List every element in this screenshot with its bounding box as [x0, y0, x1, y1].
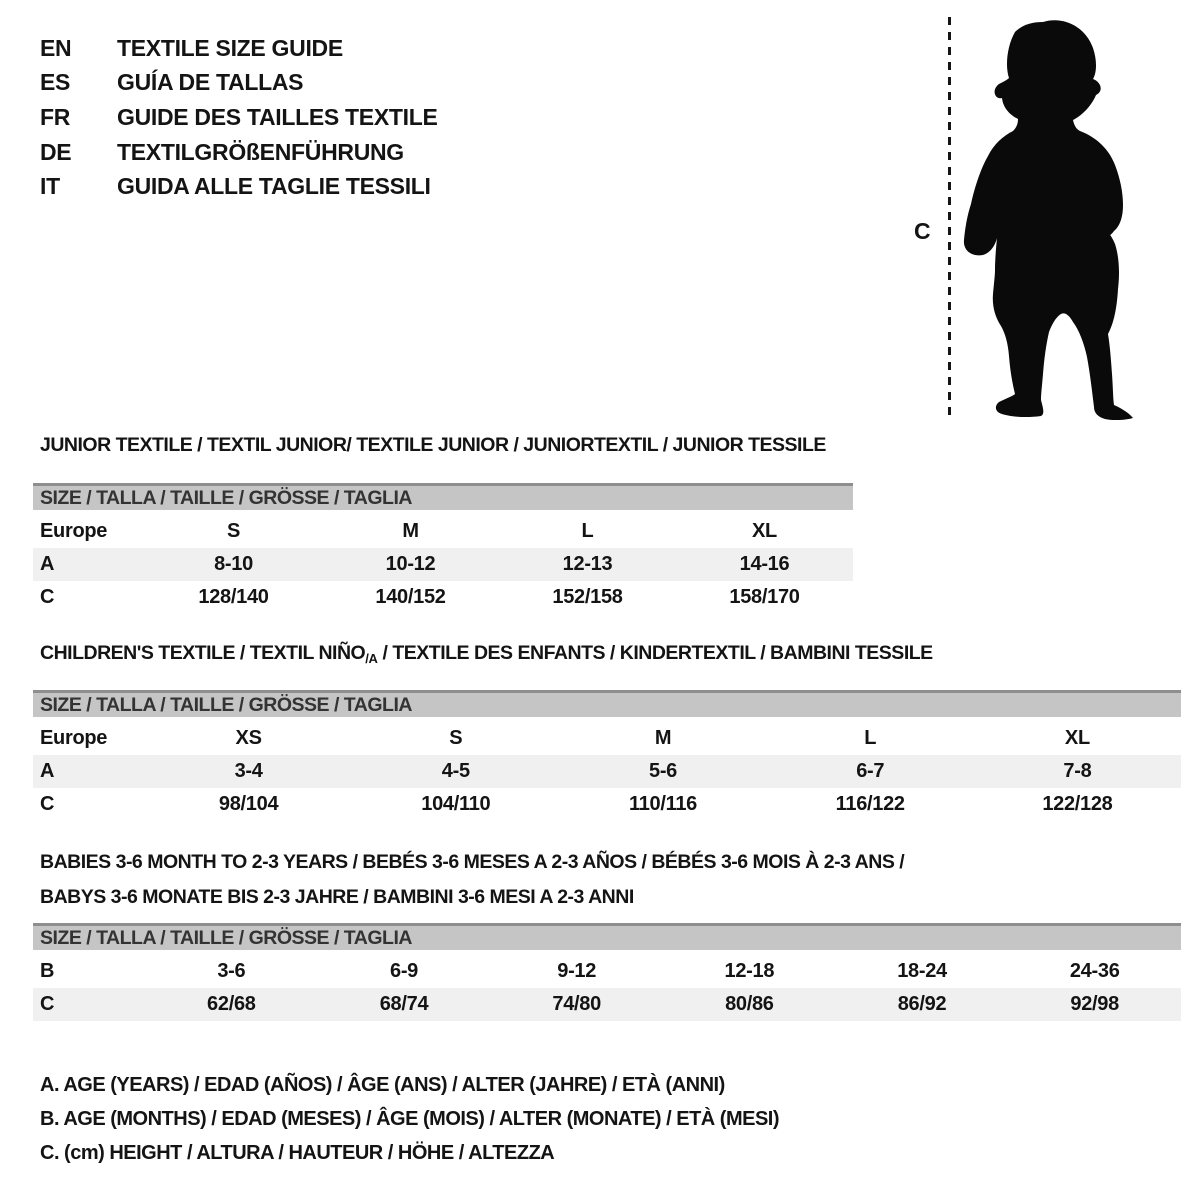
- language-row: [40, 31, 438, 66]
- value-cell: 98/104: [218, 793, 279, 815]
- children-title-post: / TEXTILE DES ENFANTS / KINDERTEXTIL / BAMBINI TESSILE: [377, 642, 933, 664]
- height-measure-label: C: [914, 218, 931, 244]
- junior-size-table: [33, 483, 853, 614]
- value-cell: 86/92: [897, 993, 947, 1015]
- language-code: ES: [40, 69, 71, 96]
- value-cell: 152/158: [552, 586, 623, 608]
- language-title-list: [40, 31, 438, 204]
- babies-size-table: [33, 923, 1181, 1021]
- value-cell: 68/74: [379, 993, 429, 1015]
- children-size-table: [33, 690, 1181, 821]
- children-section-title: [40, 641, 933, 671]
- value-cell: 128/140: [198, 586, 269, 608]
- legend-line-height: C. (cm) HEIGHT / ALTURA / HAUTEUR / HÖHE / ALTEZZA: [40, 1142, 555, 1164]
- language-code: EN: [40, 34, 72, 61]
- value-cell: M: [402, 520, 419, 542]
- value-cell: 7-8: [1063, 760, 1092, 782]
- language-title: TEXTILE SIZE GUIDE: [117, 34, 343, 61]
- table-row: [33, 515, 853, 548]
- table-row: [33, 581, 853, 614]
- value-cell: 18-24: [897, 960, 947, 982]
- value-cell: 14-16: [739, 553, 790, 575]
- language-row: [40, 135, 438, 170]
- value-cell: 110/116: [629, 793, 697, 815]
- toddler-silhouette: [957, 14, 1149, 420]
- language-row: [40, 100, 438, 135]
- table-row: [33, 955, 1181, 988]
- size-table-header: SIZE / TALLA / TAILLE / GRÖSSE / TAGLIA: [33, 690, 1181, 717]
- row-label-cell: B: [40, 960, 55, 982]
- table-row: [33, 548, 853, 581]
- value-cell: XL: [1064, 727, 1090, 749]
- size-table-header: SIZE / TALLA / TAILLE / GRÖSSE / TAGLIA: [33, 483, 853, 510]
- value-cell: 122/128: [1042, 793, 1113, 815]
- value-cell: 3-6: [217, 960, 246, 982]
- toddler-silhouette-path: [964, 20, 1133, 420]
- language-title: TEXTILGRÖßENFÜHRUNG: [117, 138, 404, 165]
- value-cell: 6-9: [390, 960, 419, 982]
- value-cell: 4-5: [441, 760, 470, 782]
- value-cell: S: [226, 520, 241, 542]
- table-row: [33, 755, 1181, 788]
- language-code: IT: [40, 173, 60, 200]
- table-row: [33, 788, 1181, 821]
- babies-section-title: [40, 845, 904, 915]
- value-cell: 12-18: [724, 960, 775, 982]
- children-title-pre: CHILDREN'S TEXTILE / TEXTIL NIÑO: [40, 642, 366, 664]
- value-cell: 74/80: [552, 993, 601, 1015]
- row-label-cell: Europe: [40, 727, 108, 749]
- value-cell: 62/68: [207, 993, 256, 1015]
- value-cell: 104/110: [421, 793, 491, 815]
- language-row: [40, 66, 438, 101]
- value-cell: L: [581, 520, 594, 542]
- children-title-sub: /A: [365, 651, 378, 666]
- language-code: DE: [40, 138, 72, 165]
- row-label-cell: Europe: [40, 520, 108, 542]
- row-label-cell: A: [40, 760, 55, 782]
- value-cell: S: [449, 727, 463, 749]
- size-table-header: SIZE / TALLA / TAILLE / GRÖSSE / TAGLIA: [33, 923, 1181, 950]
- height-measure-dashed-line: [948, 17, 951, 417]
- row-label-cell: C: [40, 793, 55, 815]
- value-cell: 9-12: [557, 960, 597, 982]
- value-cell: 6-7: [856, 760, 885, 782]
- legend-line-age-years: A. AGE (YEARS) / EDAD (AÑOS) / ÂGE (ANS) / ALTER (JAHRE) / ETÀ (ANNI): [40, 1074, 725, 1096]
- language-title: GUIDE DES TAILLES TEXTILE: [117, 103, 438, 130]
- value-cell: 116/122: [835, 793, 905, 815]
- value-cell: 158/170: [729, 586, 800, 608]
- row-label-cell: C: [40, 993, 55, 1015]
- value-cell: L: [864, 727, 877, 749]
- row-label-cell: C: [40, 586, 55, 608]
- value-cell: XL: [752, 520, 777, 542]
- language-row: [40, 169, 438, 204]
- value-cell: XS: [235, 727, 262, 749]
- language-title: GUÍA DE TALLAS: [117, 69, 304, 96]
- value-cell: 24-36: [1069, 960, 1120, 982]
- value-cell: M: [654, 727, 672, 749]
- table-row: [33, 988, 1181, 1021]
- value-cell: 5-6: [649, 760, 678, 782]
- babies-title-line-2: BABYS 3-6 MONATE BIS 2-3 JAHRE / BAMBINI 3-6 MESI A 2-3 ANNI: [40, 886, 634, 908]
- legend-line-age-months: B. AGE (MONTHS) / EDAD (MESES) / ÂGE (MOIS) / ALTER (MONATE) / ETÀ (MESI): [40, 1108, 780, 1130]
- value-cell: 10-12: [385, 553, 436, 575]
- row-label-cell: A: [40, 553, 55, 575]
- table-row: [33, 722, 1181, 755]
- value-cell: 12-13: [562, 553, 613, 575]
- language-title: GUIDA ALLE TAGLIE TESSILI: [117, 173, 431, 200]
- language-code: FR: [40, 103, 71, 130]
- value-cell: 92/98: [1070, 993, 1119, 1015]
- value-cell: 8-10: [214, 553, 253, 575]
- value-cell: 140/152: [375, 586, 446, 608]
- value-cell: 80/86: [725, 993, 774, 1015]
- measure-legend: [40, 1068, 779, 1170]
- junior-section-title: JUNIOR TEXTILE / TEXTIL JUNIOR/ TEXTILE JUNIOR / JUNIORTEXTIL / JUNIOR TESSILE: [40, 434, 826, 456]
- babies-title-line-1: BABIES 3-6 MONTH TO 2-3 YEARS / BEBÉS 3-6 MESES A 2-3 AÑOS / BÉBÉS 3-6 MOIS À 2-3 ANS /: [40, 851, 905, 873]
- value-cell: 3-4: [234, 760, 263, 782]
